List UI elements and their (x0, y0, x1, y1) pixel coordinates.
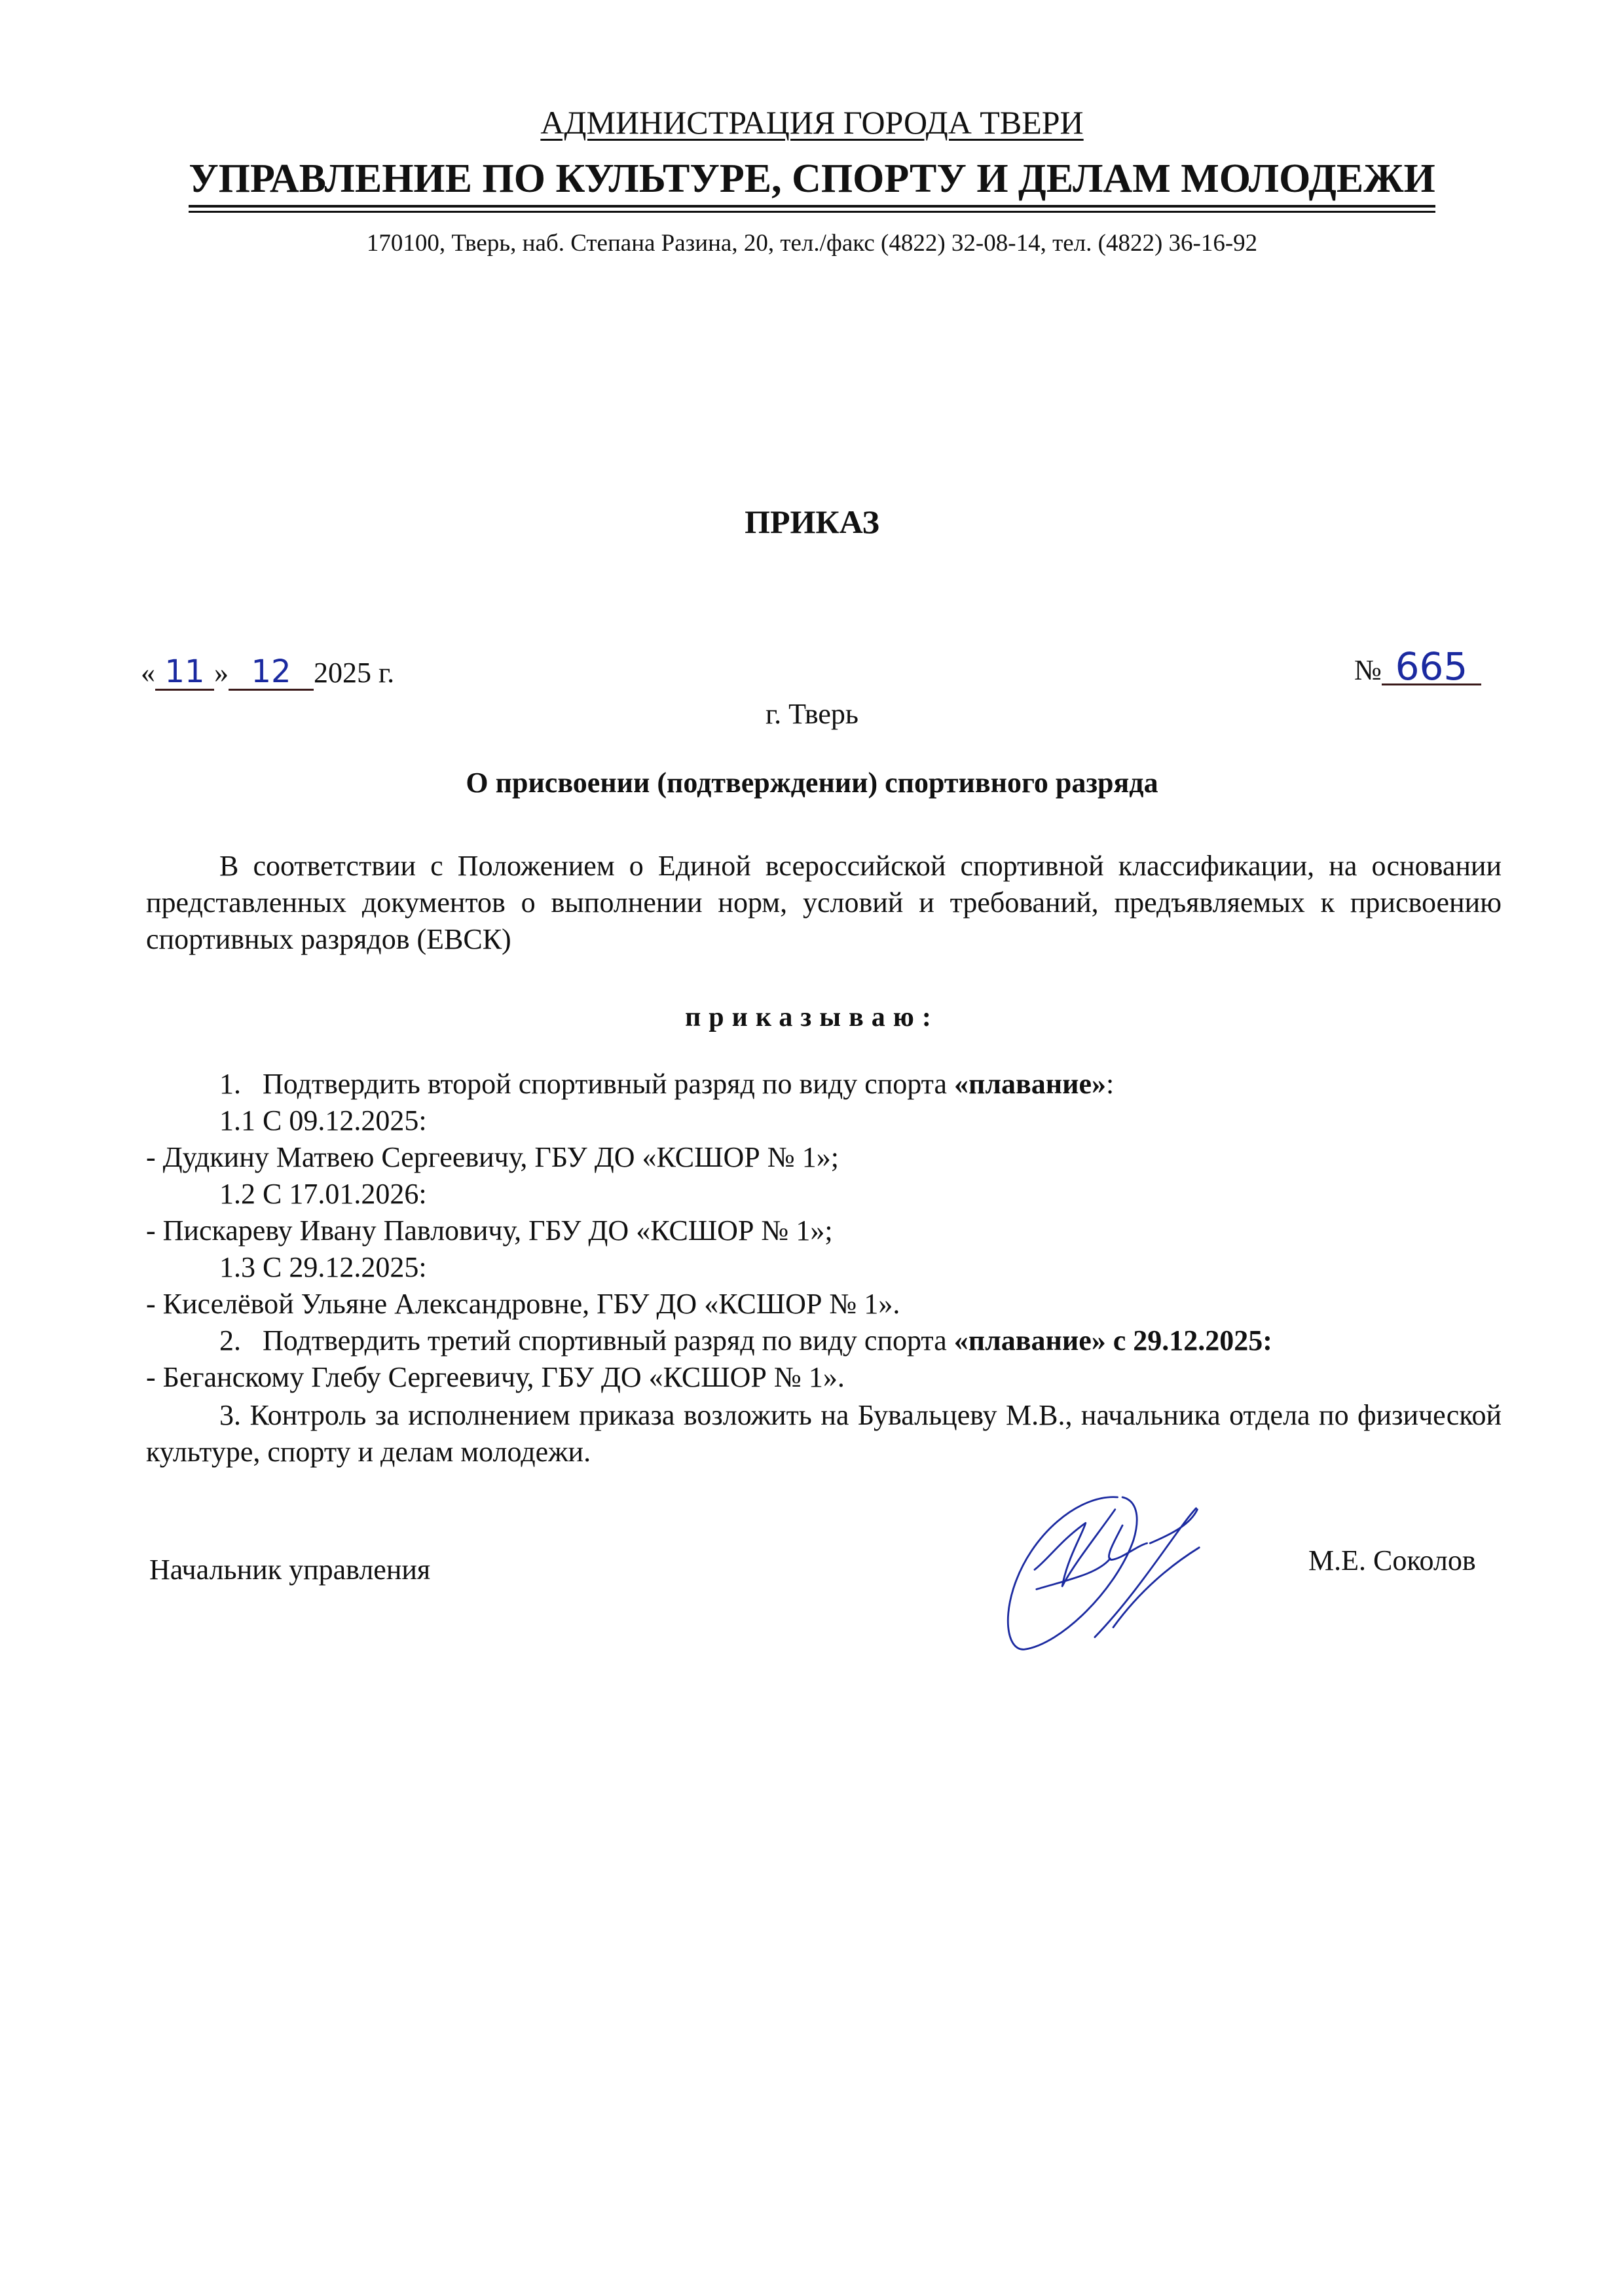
administration-heading (0, 103, 1624, 141)
handwritten-signature (969, 1467, 1257, 1663)
document-title: ПРИКАЗ (745, 503, 879, 540)
department-text: УПРАВЛЕНИЕ ПО КУЛЬТУРЕ, СПОРТУ И ДЕЛАМ МОЛОДЕЖИ (189, 156, 1435, 208)
address-line: 170100, Тверь, наб. Степана Разина, 20, тел./факс (4822) 32-08-14, тел. (4822) 36-16-92 (366, 230, 1258, 257)
signatory-position: Начальник управления (149, 1554, 431, 1586)
signature-loop (1008, 1497, 1137, 1650)
document-number (1354, 644, 1481, 689)
date-day-handwritten: 11 (155, 655, 214, 691)
item-1-text: 1. Подтвердить второй спортивный разряд по виду спорта (219, 1068, 954, 1100)
administration-text: АДМИНИСТРАЦИЯ ГОРОДА ТВЕРИ (540, 104, 1084, 141)
item-2-text: 2. Подтвердить третий спортивный разряд по виду спорта (219, 1324, 954, 1357)
document-date (141, 655, 394, 691)
subitem-1-1: 1.1 С 09.12.2025: (219, 1104, 427, 1137)
number-label: № (1354, 654, 1382, 686)
date-month-handwritten: 12 (229, 655, 314, 691)
date-open-quote: « (141, 657, 155, 689)
item-1-suffix: : (1106, 1068, 1115, 1100)
item-2 (219, 1324, 1272, 1357)
preamble: В соответствии с Положением о Единой всероссийской спортивной классификации, на основании представленных документов о выполнении норм, условий и требований, предъявляемых к присвоению спортивных разрядов (ЕВСК) (146, 850, 1502, 955)
city: г. Тверь (766, 698, 858, 730)
date-year: 2025 г. (314, 657, 395, 689)
department-heading (0, 156, 1624, 208)
signature-stroke-5 (1113, 1548, 1199, 1628)
person-1: - Дудкину Матвею Сергеевичу, ГБУ ДО «КСШОР № 1»; (146, 1141, 839, 1173)
item-1 (219, 1067, 1114, 1101)
person-2: - Пискареву Ивану Павловичу, ГБУ ДО «КСШОР № 1»; (146, 1214, 833, 1247)
subitem-1-3: 1.3 С 29.12.2025: (219, 1251, 427, 1283)
person-3: - Киселёвой Ульяне Александровне, ГБУ ДО «КСШОР № 1». (146, 1288, 900, 1320)
document-subject: О присвоении (подтверждении) спортивного разряда (466, 767, 1158, 799)
signature-stroke-2 (1037, 1559, 1111, 1590)
date-close-quote: » (214, 657, 229, 689)
item-2-sport-date: «плавание» с 29.12.2025: (953, 1324, 1272, 1357)
item-1-sport: «плавание» (953, 1068, 1107, 1100)
signature-stroke-1 (1035, 1510, 1115, 1586)
person-4: - Беганскому Глебу Сергеевичу, ГБУ ДО «КСШОР № 1». (146, 1361, 845, 1393)
number-handwritten: 665 (1382, 649, 1481, 685)
item-3: 3. Контроль за исполнением приказа возложить на Бувальцеву М.В., начальника отдела по физической культуре, спорту и делам молодежи. (146, 1399, 1502, 1468)
subitem-1-2: 1.2 С 17.01.2026: (219, 1178, 427, 1210)
order-word: приказываю: (685, 1002, 939, 1032)
signatory-name: М.Е. Соколов (1308, 1544, 1476, 1576)
